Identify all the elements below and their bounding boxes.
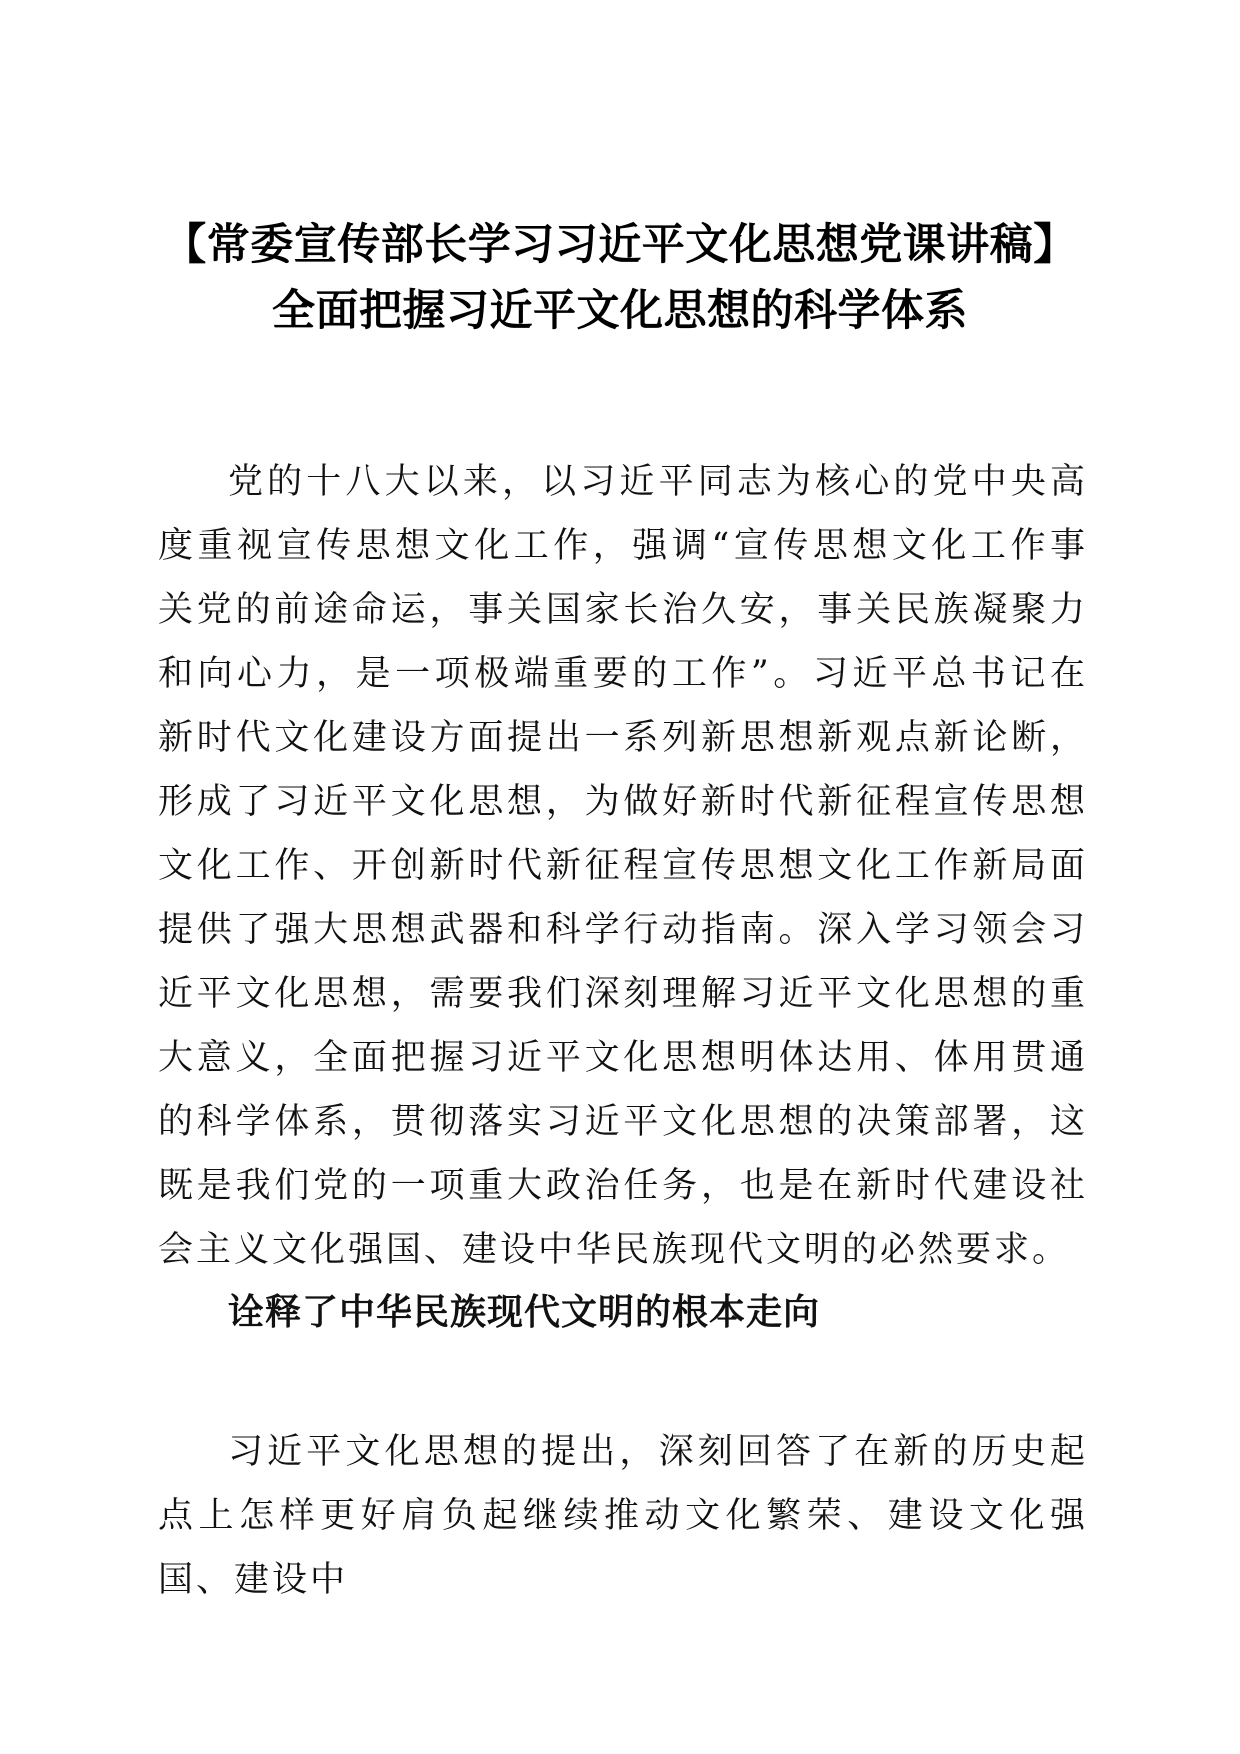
section-paragraph: 习近平文化思想的提出，深刻回答了在新的历史起点上怎样更好肩负起继续推动文化繁荣、建设文化强国、建设中 (158, 1432, 1088, 1600)
document-title: 【常委宣传部长学习习近平文化思想党课讲稿】全面把握习近平文化思想的科学体系 (163, 220, 1077, 336)
section-heading: 诠释了中华民族现代文明的根本走向 (228, 1292, 821, 1333)
intro-paragraph: 党的十八大以来，以习近平同志为核心的党中央高度重视宣传思想文化工作，强调“宣传思想文化工作事关党的前途命运，事关国家长治久安，事关民族凝聚力和向心力，是一项极端重要的工作”。习近平总书记在新时代文化建设方面提出一系列新思想新观点新论断，形成了习近平文化思想，为做好新时代新征程宣传思想文化工作、开创新时代新征程宣传思想文化工作新局面提供了强大思想武器和科学行动指南。深入学习领会习近平文化思想，需要我们深刻理解习近平文化思想的重大意义，全面把握习近平文化思想明体达用、体用贯通的科学体系，贯彻落实习近平文化思想的决策部署，这既是我们党的一项重大政治任务，也是在新时代建设社会主义文化强国、建设中华民族现代文明的必然要求。 (158, 462, 1088, 1270)
